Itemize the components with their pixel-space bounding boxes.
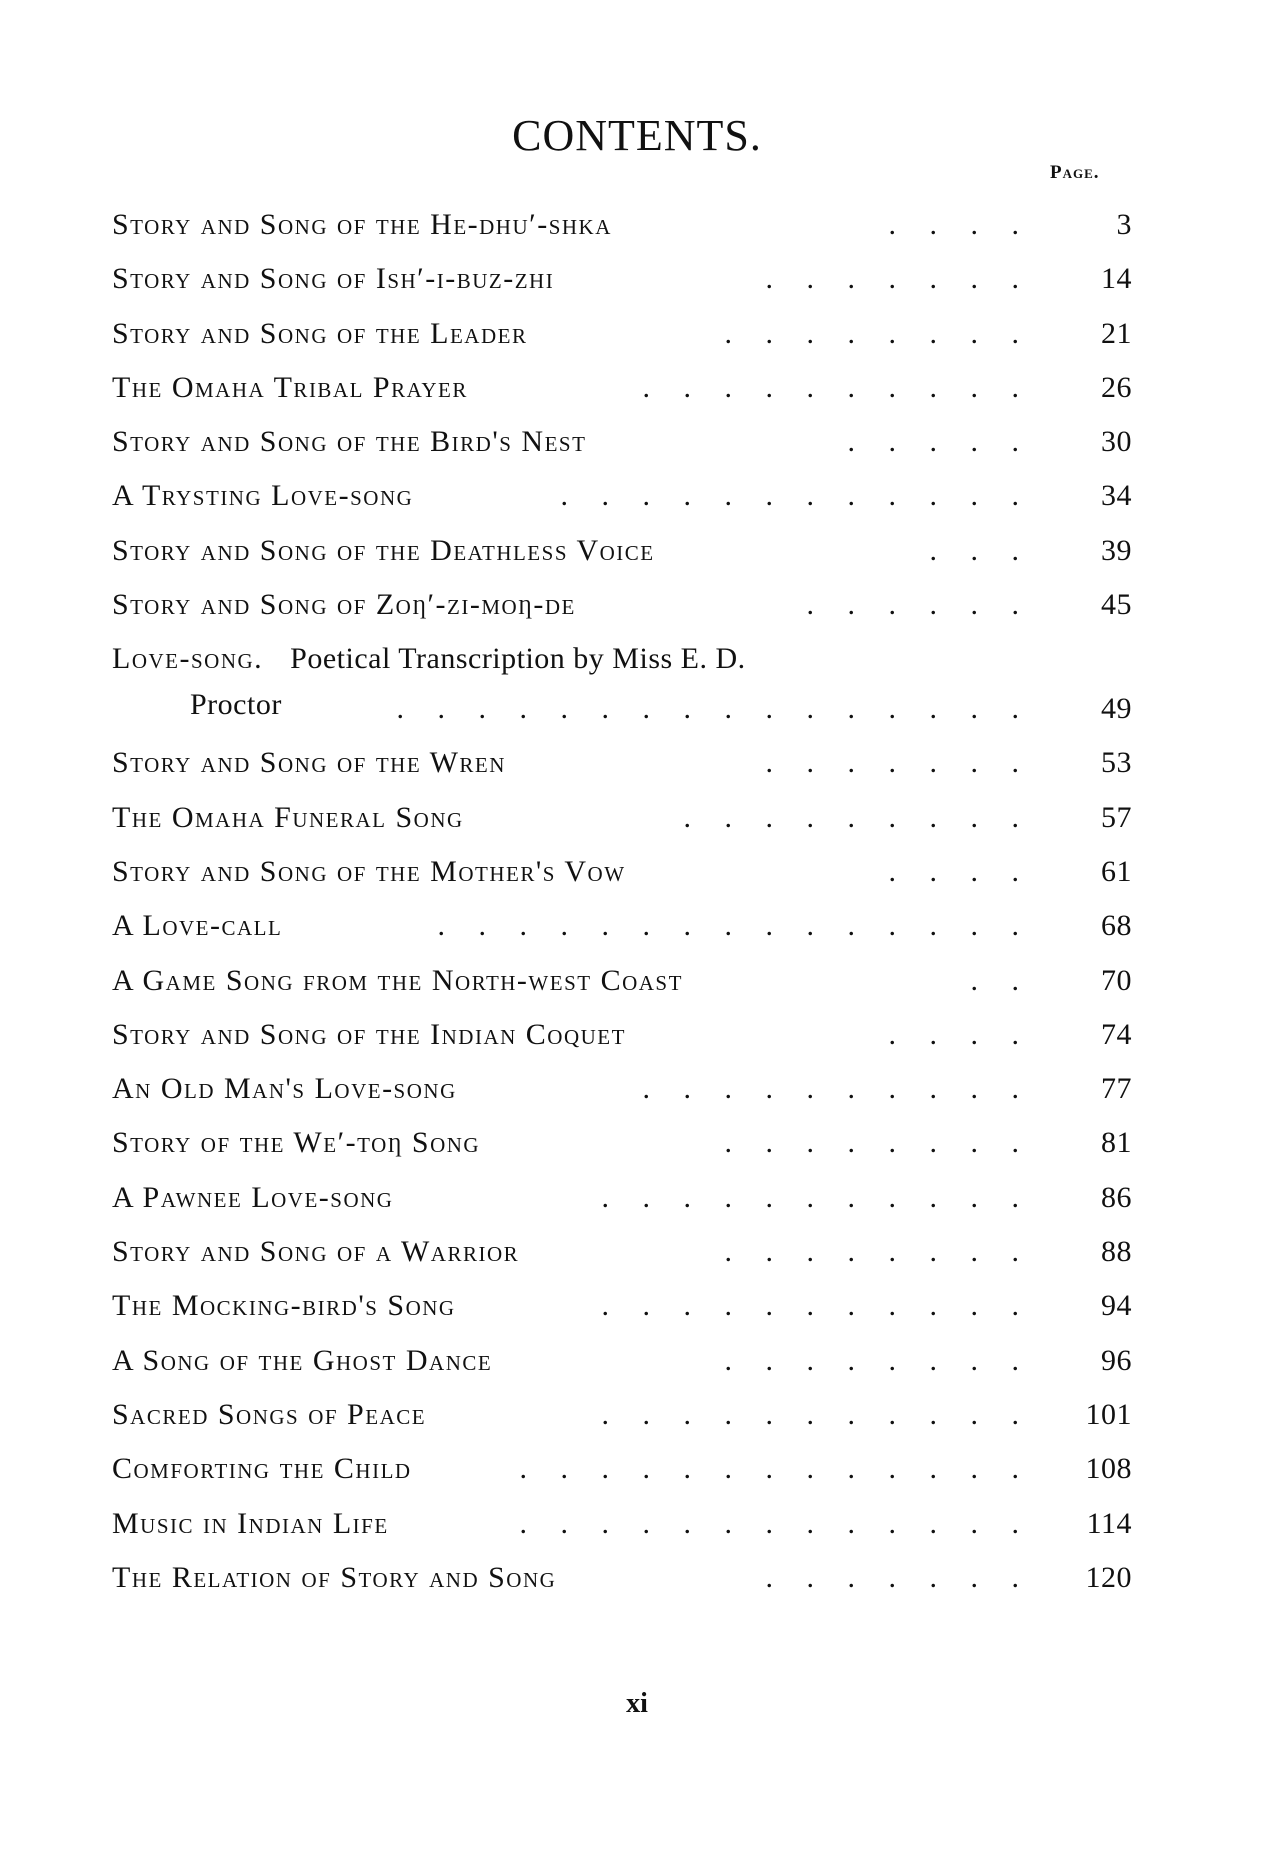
- toc-entry[interactable]: [112, 1116, 1132, 1170]
- toc-entry-page: 14: [1101, 262, 1132, 296]
- dot-leader: . . . .: [888, 854, 1032, 888]
- toc-entry-title: Music in Indian Life: [112, 1506, 389, 1540]
- toc-entry[interactable]: [112, 791, 1132, 845]
- page-title: CONTENTS.: [512, 111, 762, 160]
- dot-leader: . . . . . . . . . . .: [601, 1397, 1032, 1431]
- toc-entry-page: 120: [1085, 1560, 1132, 1594]
- toc-entry-page: 101: [1085, 1397, 1132, 1431]
- toc-entry-title: Story and Song of Ish′-i-buz-zhi: [112, 262, 555, 296]
- dot-leader: . . . . . . .: [765, 1560, 1032, 1594]
- toc-entry-title: Comforting the Child: [112, 1452, 412, 1486]
- toc-entry[interactable]: [112, 361, 1132, 415]
- toc-entry-page: 74: [1101, 1017, 1132, 1051]
- toc-entry-title: Story and Song of a Warrior: [112, 1235, 520, 1269]
- toc-entry-title: A Trysting Love-song: [112, 479, 414, 513]
- toc-entry-page: 77: [1101, 1072, 1132, 1106]
- toc-entry[interactable]: [112, 307, 1132, 361]
- dot-leader: . . . . . . . . . . . . . . .: [437, 909, 1032, 943]
- toc-entry-title: Story and Song of the Bird's Nest: [112, 425, 587, 459]
- toc-entry-page: 21: [1101, 316, 1132, 350]
- dot-leader: . . . . . . . . . .: [642, 1072, 1032, 1106]
- toc-entry[interactable]: [112, 1008, 1132, 1062]
- toc-entry-title: The Mocking-bird's Song: [112, 1289, 456, 1323]
- toc-entry[interactable]: [112, 736, 1132, 790]
- toc-entry-page: 108: [1085, 1452, 1132, 1486]
- toc-entry-title: An Old Man's Love-song: [112, 1072, 457, 1106]
- toc-entry-title: The Relation of Story and Song: [112, 1560, 557, 1594]
- toc-entry-page: 68: [1101, 909, 1132, 943]
- toc-entry[interactable]: [112, 1497, 1132, 1551]
- table-of-contents: [112, 198, 1132, 1605]
- toc-entry-page: 53: [1101, 746, 1132, 780]
- toc-entry-title: Story and Song of the Mother's Vow: [112, 854, 626, 888]
- toc-entry[interactable]: [112, 845, 1132, 899]
- toc-entry-page: 86: [1101, 1180, 1132, 1214]
- dot-leader: . . . . . . . . . . .: [601, 1289, 1032, 1323]
- toc-entry-page: 114: [1086, 1506, 1132, 1540]
- toc-entry-page: 34: [1101, 479, 1132, 513]
- toc-entry[interactable]: [112, 252, 1132, 306]
- toc-entry-title: Love-song.: [112, 642, 264, 676]
- toc-entry[interactable]: [112, 954, 1132, 1008]
- dot-leader: . . .: [929, 533, 1032, 567]
- page-folio: xi: [626, 1688, 648, 1719]
- toc-entry-title: A Song of the Ghost Dance: [112, 1343, 493, 1377]
- toc-entry-page: 94: [1101, 1289, 1132, 1323]
- dot-leader: . . . . . . .: [765, 746, 1032, 780]
- dot-leader: . . . .: [888, 1017, 1032, 1051]
- toc-entry[interactable]: [112, 1442, 1132, 1496]
- dot-leader: . . . . . . . . . . . . .: [519, 1506, 1032, 1540]
- toc-entry-page: 39: [1101, 533, 1132, 567]
- toc-entry-page: 57: [1101, 800, 1132, 834]
- toc-entry-title: Story and Song of the Wren: [112, 746, 506, 780]
- toc-entry-page: 61: [1101, 854, 1132, 888]
- toc-entry-title: Story and Song of the He-dhu′-shka: [112, 208, 612, 241]
- dot-leader: . . . . . . . . . . . . .: [519, 1452, 1032, 1486]
- toc-entry-title: A Game Song from the North-west Coast: [112, 963, 683, 997]
- toc-entry[interactable]: [112, 899, 1132, 953]
- toc-entry-page: 96: [1101, 1343, 1132, 1377]
- toc-entry[interactable]: [112, 578, 1132, 632]
- toc-entry-title: The Omaha Funeral Song: [112, 800, 464, 834]
- dot-leader: . . . . . .: [806, 588, 1032, 622]
- dot-leader: . . . . . . . .: [724, 1235, 1032, 1269]
- dot-leader: . .: [970, 963, 1032, 997]
- toc-entry-page: 26: [1101, 370, 1132, 404]
- toc-entry-page: 30: [1101, 425, 1132, 459]
- dot-leader: . . . . . . . . . . .: [601, 1180, 1032, 1214]
- dot-leader: . . . . .: [847, 425, 1032, 459]
- dot-leader: . . . . . . . . . . . .: [560, 479, 1032, 513]
- toc-entry[interactable]: [112, 415, 1132, 469]
- dot-leader: . . . . . . . . . . . . . . . .: [396, 692, 1032, 726]
- toc-entry[interactable]: [112, 469, 1132, 523]
- dot-leader: . . . . . . .: [765, 262, 1032, 296]
- toc-entry-continuation: Proctor: [190, 688, 282, 722]
- toc-entry[interactable]: [112, 524, 1132, 578]
- dot-leader: . . . . . . . .: [724, 316, 1032, 350]
- page-column-header: Page.: [1050, 162, 1100, 183]
- dot-leader: . . . . . . . .: [724, 1126, 1032, 1160]
- toc-entry[interactable]: [112, 198, 1132, 252]
- toc-entry-title: Story and Song of Zoƞ′-zi-moƞ-de: [112, 588, 576, 622]
- toc-entry-page: 49: [1101, 692, 1132, 726]
- toc-entry-page: 3: [1116, 208, 1132, 241]
- toc-entry-title: Story and Song of the Indian Coquet: [112, 1017, 626, 1051]
- toc-entry-subtitle: Poetical Transcription by Miss E. D.: [290, 642, 746, 676]
- dot-leader: . . . . . . . . .: [683, 800, 1032, 834]
- toc-entry-title: Story and Song of the Leader: [112, 316, 528, 350]
- dot-leader: . . . . . . . . . .: [642, 370, 1032, 404]
- toc-entry-title: Sacred Songs of Peace: [112, 1397, 427, 1431]
- toc-entry-title: The Omaha Tribal Prayer: [112, 370, 468, 404]
- toc-entry-page: 81: [1101, 1126, 1132, 1160]
- toc-entry-page: 45: [1101, 588, 1132, 622]
- toc-entry[interactable]: [112, 1551, 1132, 1605]
- toc-entry[interactable]: [112, 1279, 1132, 1333]
- toc-entry[interactable]: [112, 1225, 1132, 1279]
- toc-entry-page: 70: [1101, 963, 1132, 997]
- toc-entry-title: A Love-call: [112, 909, 283, 943]
- toc-entry-title: Story and Song of the Deathless Voice: [112, 533, 655, 567]
- toc-entry[interactable]: [112, 1062, 1132, 1116]
- toc-entry[interactable]: [112, 1388, 1132, 1442]
- toc-entry-page: 88: [1101, 1235, 1132, 1269]
- toc-entry[interactable]: [112, 1171, 1132, 1225]
- toc-entry[interactable]: [112, 632, 1132, 736]
- toc-entry-title: A Pawnee Love-song: [112, 1180, 394, 1214]
- dot-leader: . . . .: [888, 208, 1032, 241]
- toc-entry-title: Story of the We′-toƞ Song: [112, 1126, 481, 1160]
- toc-entry[interactable]: [112, 1334, 1132, 1388]
- dot-leader: . . . . . . . .: [724, 1343, 1032, 1377]
